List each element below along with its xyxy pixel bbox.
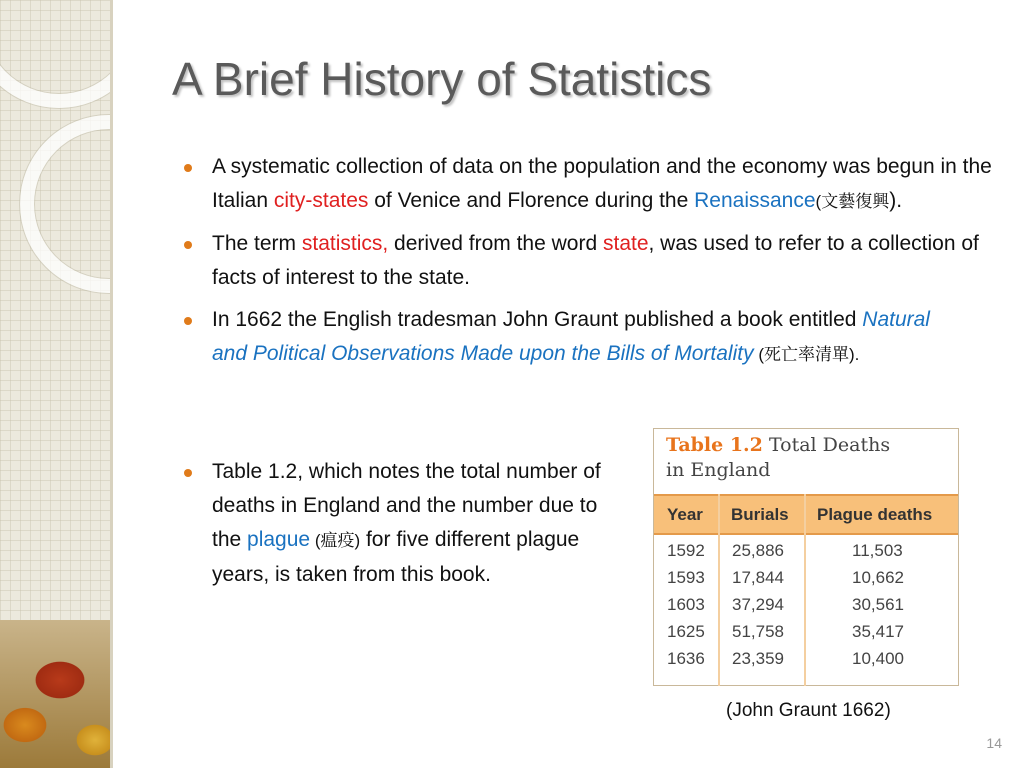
bullet-text: A systematic collection of data on the population and the economy was begun in the Italian bbox=[212, 155, 992, 212]
table-cell: 35,417 bbox=[852, 622, 904, 641]
bullet-list bbox=[184, 455, 614, 600]
bullet-text: (瘟疫) bbox=[310, 531, 361, 550]
column-header: Year bbox=[667, 505, 703, 524]
bullet-text: of Venice and Florence during the bbox=[368, 189, 695, 212]
highlight-term: city-states bbox=[273, 189, 369, 212]
table-row bbox=[654, 595, 958, 621]
bullet-item bbox=[184, 227, 999, 295]
bullet-text: Table 1.2, which notes the total number of deaths in England and the number due to the bbox=[212, 460, 601, 551]
table-cell: 11,503 bbox=[852, 541, 903, 560]
bullet-text: , was used to refer to a collection of facts of interest to the state. bbox=[212, 232, 979, 289]
autumn-leaves-image bbox=[0, 620, 113, 768]
table-title-line2: in England bbox=[666, 459, 771, 481]
table-cell: 17,844 bbox=[732, 568, 784, 587]
decorative-ring bbox=[20, 115, 113, 293]
slide-title: A Brief History of Statistics bbox=[172, 53, 712, 105]
bullet-list bbox=[184, 150, 999, 380]
table-cell: 1625 bbox=[667, 622, 705, 641]
table-cell: 10,662 bbox=[852, 568, 904, 587]
book-title: Natural and Political Observations Made upon the Bills of Mortality bbox=[212, 308, 930, 365]
table-header bbox=[654, 494, 958, 535]
table-cell: 51,758 bbox=[732, 622, 784, 641]
table-cell: 1593 bbox=[667, 568, 705, 587]
bullet-text: ). bbox=[889, 189, 903, 212]
table-row bbox=[654, 568, 958, 594]
table-row bbox=[654, 622, 958, 648]
bullet-item bbox=[184, 303, 932, 372]
highlight-term: statistics, bbox=[301, 232, 389, 255]
table-cell: 23,359 bbox=[732, 649, 784, 668]
table-cell: 30,561 bbox=[852, 595, 904, 614]
bullet-text: (死亡率清單). bbox=[753, 345, 860, 364]
highlight-term: Renaissance bbox=[694, 189, 816, 212]
bullet-dot-icon bbox=[184, 317, 192, 325]
table-cell: 37,294 bbox=[732, 595, 784, 614]
bullet-text: The term bbox=[212, 232, 302, 255]
bullet-dot-icon bbox=[184, 164, 192, 172]
bullet-dot-icon bbox=[184, 241, 192, 249]
table-row bbox=[654, 649, 958, 675]
bullet-text: In 1662 the English tradesman John Graunt published a book entitled bbox=[212, 308, 863, 331]
column-header: Burials bbox=[731, 505, 789, 524]
table-title: Total Deaths bbox=[762, 434, 891, 456]
highlight-term: plague bbox=[247, 528, 311, 551]
bullet-text: for five different plague years, is taken from this book. bbox=[212, 528, 580, 586]
column-header: Plague deaths bbox=[817, 505, 933, 524]
bullet-text: derived from the word bbox=[388, 232, 603, 255]
highlight-term: state bbox=[602, 232, 649, 255]
bullet-text: (文藝復興 bbox=[815, 192, 890, 211]
table-cell: 1592 bbox=[667, 541, 705, 560]
page-number: 14 bbox=[986, 735, 1002, 751]
strip-edge bbox=[110, 0, 113, 768]
table-cell: 1603 bbox=[667, 595, 705, 614]
table-cell: 25,886 bbox=[732, 541, 784, 560]
table-label: Table 1.2 bbox=[666, 434, 763, 456]
table-caption bbox=[666, 433, 890, 483]
table-row bbox=[654, 541, 958, 567]
table-cell: 1636 bbox=[667, 649, 705, 668]
decorative-side-strip bbox=[0, 0, 113, 768]
table-cell: 10,400 bbox=[852, 649, 904, 668]
bullet-item bbox=[184, 455, 614, 592]
table-source-caption: (John Graunt 1662) bbox=[726, 700, 891, 721]
bullet-dot-icon bbox=[184, 469, 192, 477]
decorative-ring bbox=[0, 0, 113, 108]
deaths-table bbox=[653, 428, 959, 686]
bullet-item bbox=[184, 150, 999, 219]
